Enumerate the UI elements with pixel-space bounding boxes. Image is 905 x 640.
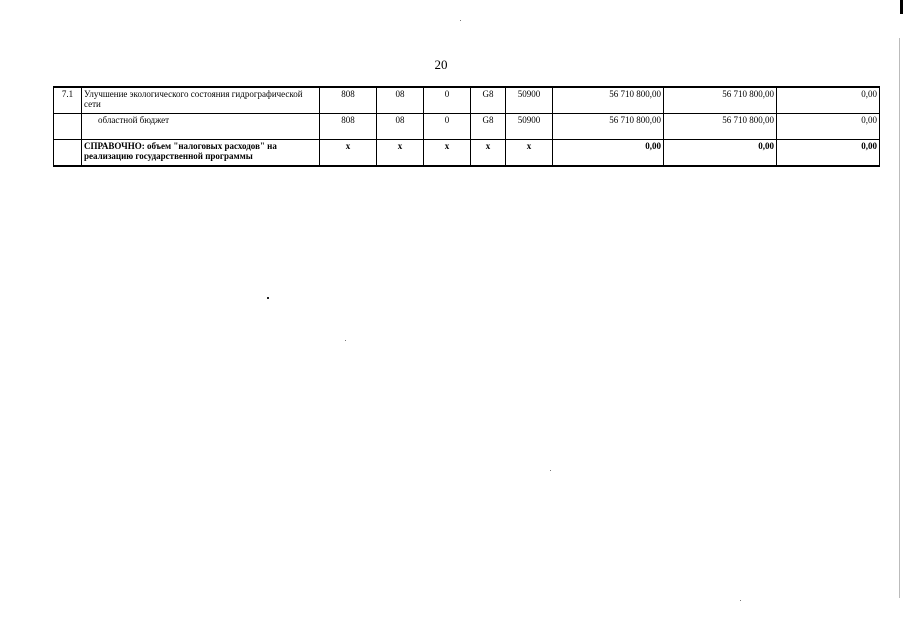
code-cell: 50900 — [506, 114, 553, 140]
sum-cell: 56 710 800,00 — [664, 87, 777, 114]
code-cell: 50900 — [506, 87, 553, 114]
code-cell: G8 — [471, 87, 506, 114]
row-number — [54, 140, 82, 167]
code-cell: x — [377, 140, 424, 167]
row-name: СПРАВОЧНО: объем "налоговых расходов" на реализацию государственной программы — [82, 140, 320, 167]
code-cell: 08 — [377, 87, 424, 114]
row-number: 7.1 — [54, 87, 82, 114]
sum-cell: 0,00 — [777, 87, 880, 114]
scan-speck — [740, 600, 741, 601]
sum-cell: 0,00 — [664, 140, 777, 167]
table-row — [54, 87, 880, 114]
row-name: Улучшение экологического состояния гидрографической сети — [82, 87, 320, 114]
sum-cell: 0,00 — [777, 140, 880, 167]
code-cell: G8 — [471, 114, 506, 140]
scan-speck — [550, 470, 551, 471]
row-name: областной бюджет — [82, 114, 320, 140]
code-cell: x — [506, 140, 553, 167]
budget-table — [53, 86, 880, 167]
scan-speck — [345, 340, 346, 341]
row-number — [54, 114, 82, 140]
code-cell: 808 — [320, 114, 377, 140]
code-cell: 08 — [377, 114, 424, 140]
code-cell: x — [424, 140, 471, 167]
code-cell: 0 — [424, 114, 471, 140]
table-row — [54, 140, 880, 167]
scan-speck — [267, 297, 269, 299]
sum-cell: 0,00 — [777, 114, 880, 140]
scan-edge-mark — [900, 0, 903, 14]
code-cell: 808 — [320, 87, 377, 114]
code-cell: x — [320, 140, 377, 167]
table-row — [54, 114, 880, 140]
page-number: 20 — [434, 57, 448, 72]
code-cell: x — [471, 140, 506, 167]
sum-cell: 56 710 800,00 — [553, 114, 664, 140]
code-cell: 0 — [424, 87, 471, 114]
scan-speck — [460, 20, 461, 21]
sum-cell: 56 710 800,00 — [664, 114, 777, 140]
scan-edge-mark — [899, 38, 900, 598]
sum-cell: 56 710 800,00 — [553, 87, 664, 114]
sum-cell: 0,00 — [553, 140, 664, 167]
